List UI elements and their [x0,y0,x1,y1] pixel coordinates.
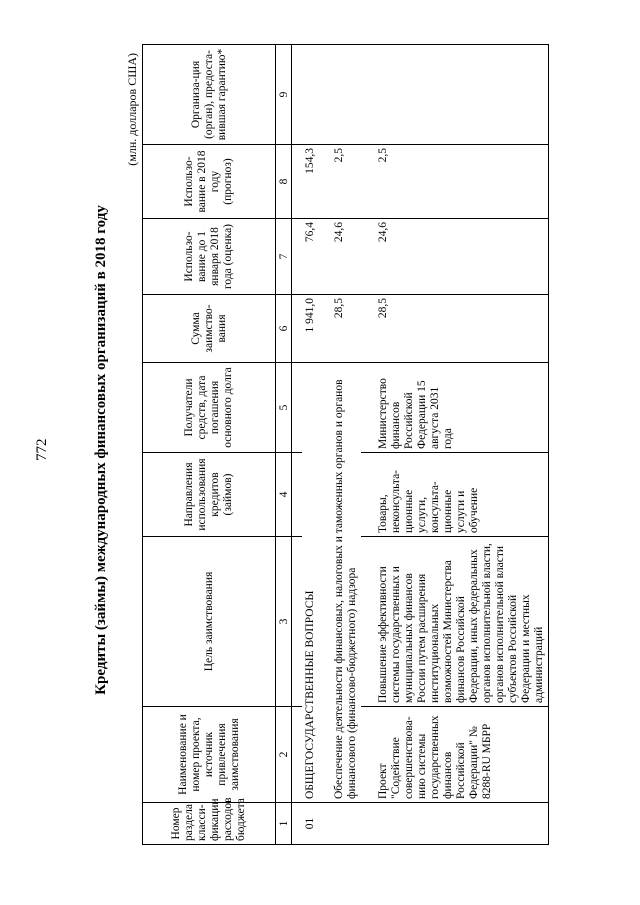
project-name: Проект "Содействие совершенствова-нию системы государственных финансов Российской Федерации" № 8288-RU МБРР [361,707,549,803]
col-header-2: Наименование и номер проекта, источник привлечения заимствования [143,707,276,803]
project-used-before: 24,6 [361,219,549,295]
credits-table [142,44,549,845]
col-num-4: 4 [276,453,292,537]
column-number-row [276,45,292,845]
col-num-7: 7 [276,219,292,295]
document-title: Кредиты (займы) международных финансовых организаций в 2018 году [93,205,109,695]
section-used-2018: 154,3 [302,145,319,219]
col-header-9: Организа-ция (орган), предоста-вившая гарантию* [143,45,276,145]
col-num-2: 2 [276,707,292,803]
col-num-9: 9 [276,45,292,145]
col-header-8: Использо-вание в 2018 году (прогноз) [143,145,276,219]
landscape-sheet [90,35,640,865]
col-header-6: Сумма заимство-вания [143,295,276,363]
subsection-row [319,45,361,845]
col-num-5: 5 [276,363,292,453]
col-header-5: Получатели средств, дата погашения основного долга [143,363,276,453]
project-recipient: Министерство финансов Российской Федерации 15 августа 2031 года [361,363,549,453]
header-row [143,45,276,845]
col-header-7: Использо-вание до 1 января 2018 года (оценка) [143,219,276,295]
col-num-3: 3 [276,537,292,707]
section-row [302,45,319,845]
col-num-8: 8 [276,145,292,219]
col-num-1: 1 [276,803,292,845]
units-note: (млн. долларов США) [125,53,139,166]
section-title: ОБЩЕГОСУДАРСТВЕННЫЕ ВОПРОСЫ [302,363,319,803]
section-code: 01 [302,803,319,845]
col-header-4: Направления использования кредитов (займов) [143,453,276,537]
page-number: 772 [34,438,50,461]
project-sum: 28,5 [361,295,549,363]
subsection-title: Обеспечение деятельности финансовых, налоговых и таможенных органов и органов финансового (финансово-бюджетного) надзора [319,363,361,803]
spacer-row [292,45,303,845]
project-directions: Товары, неконсульта-ционные услуги, консульта-ционные услуги и обучение [361,453,549,537]
project-goal: Повышение эффективности системы государственных и муниципальных финансов России путем расширения институциональных возможностей Министерства финансов Российской Федерации, иных федеральных органов исполнительной власти, органов исполнительной власти субъектов Российской Федерации и местных администраций [361,537,549,707]
section-guarantor [302,45,319,145]
subsection-used-2018: 2,5 [319,145,361,219]
subsection-sum: 28,5 [319,295,361,363]
project-row [361,45,549,845]
col-num-6: 6 [276,295,292,363]
section-used-before: 76,4 [302,219,319,295]
project-guarantor [361,45,549,145]
col-header-1: Номер раздела класси-фикации расходов бюджета [143,803,276,845]
section-sum: 1 941,0 [302,295,319,363]
col-header-3: Цель заимствования [143,537,276,707]
subsection-used-before: 24,6 [319,219,361,295]
project-used-2018: 2,5 [361,145,549,219]
